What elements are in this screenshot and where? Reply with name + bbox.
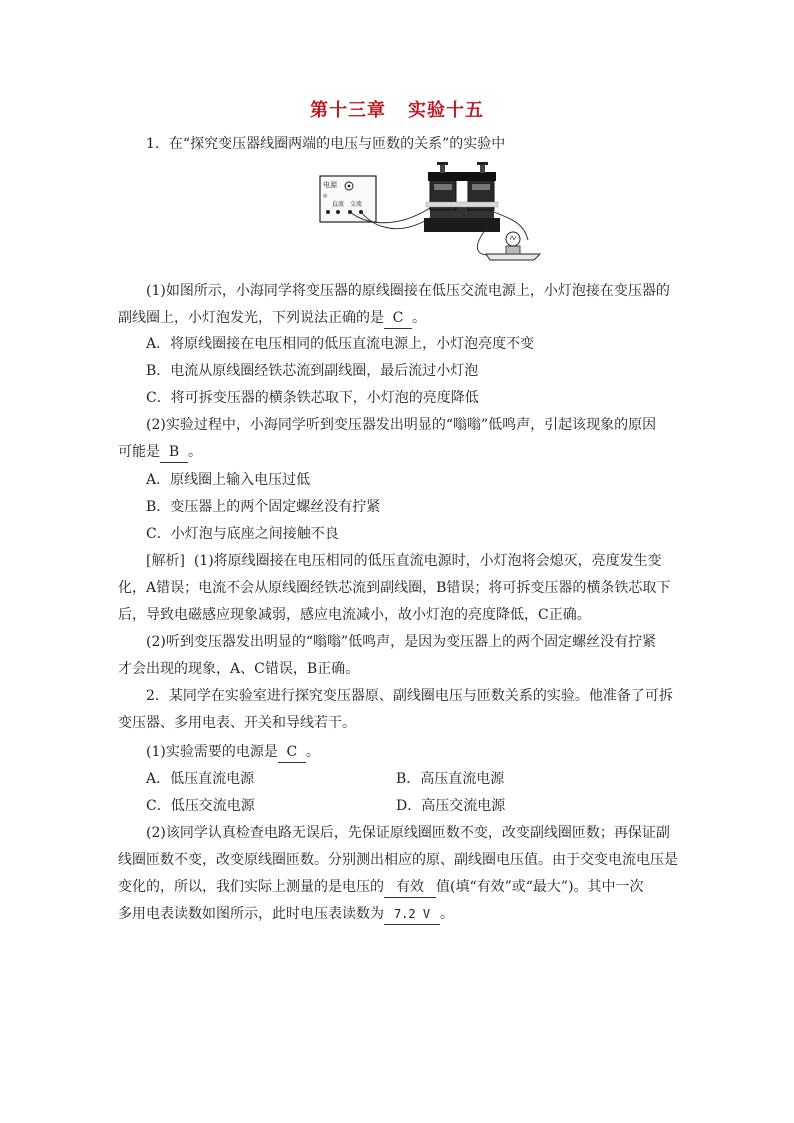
transformer-experiment-figure — [318, 162, 546, 262]
q1-part1-line2: 副线圈上，小灯泡发光，下列说法正确的是 C 。 — [118, 308, 678, 329]
chapter-label: 第十三章 — [310, 100, 386, 121]
ac-label: 交流 — [350, 201, 363, 208]
terminal-1 — [326, 210, 330, 214]
q2-part2-line3: 变化的，所以，我们实际上测量的是电压的 有效 值(填“有效”或“最大”)。其中一次 — [118, 877, 678, 898]
q1-part2-answer: B — [160, 442, 188, 463]
q1-part1-option-c: C．将可拆变压器的横条铁芯取下，小灯泡的亮度降低 — [146, 390, 479, 406]
q1-part1-answer: C — [384, 308, 412, 329]
q1-part2-option-c: C．小灯泡与底座之间接触不良 — [146, 526, 339, 542]
lamp-holder — [486, 254, 540, 260]
q2-option-c: C．低压交流电源 — [146, 798, 255, 814]
terminal-2 — [336, 210, 340, 214]
q2-part2-line2: 线圈匝数不变，改变原线圈匝数。分别测出相应的原、副线圈电压值。由于交变电流电压是 — [118, 852, 678, 868]
q1-part2-option-b: B．变压器上的两个固定螺丝没有拧紧 — [146, 499, 381, 515]
screw-left-icon — [440, 164, 445, 173]
q2-option-a: A．低压直流电源 — [146, 771, 255, 787]
analysis-line3: 后，导致电磁感应现象减弱，感应电流减小，故小灯泡的亮度降低，C正确。 — [118, 607, 591, 623]
q1-part1-option-b: B．电流从原线圈经铁芯流到副线圈，最后流过小灯泡 — [146, 363, 479, 379]
q1-stem: 1．在“探究变压器线圈两端的电压与匝数的关系”的实验中 — [146, 136, 506, 152]
power-supply-label: 电源 — [323, 181, 337, 189]
q2-stem-line1: 2．某同学在实验室进行探究变压器原、副线圈电压与匝数关系的实验。他准备了可拆 — [146, 688, 673, 704]
q1-part2-line2: 可能是 B 。 — [118, 442, 678, 463]
q2-option-d: D．高压交流电源 — [396, 798, 506, 814]
q2-options-row2 — [146, 796, 678, 816]
analysis-line5: 才会出现的现象，A、C错误，B正确。 — [118, 661, 360, 677]
page-title — [0, 96, 794, 122]
analysis-line1: [解析] (1)将原线圈接在电压相同的低压直流电源时，小灯泡将会熄灭，亮度发生变 — [146, 553, 662, 569]
q2-part1: (1)实验需要的电源是 C 。 — [146, 742, 678, 763]
q2-options-row1 — [146, 769, 678, 789]
q1-part1-option-a: A．将原线圈接在电压相同的低压直流电源上，小灯泡亮度不变 — [146, 336, 535, 352]
experiment-label: 实验十五 — [408, 100, 484, 121]
dc-label: 直流 — [332, 201, 345, 208]
analysis-tag: [解析] — [146, 553, 185, 569]
q1-part1-line1: (1)如图所示，小海同学将变压器的原线圈接在低压交流电源上，小灯泡接在变压器的 — [146, 283, 670, 299]
analysis-line2: 化，A错误；电流不会从原线圈经铁芯流到副线圈，B错误；将可拆变压器的横条铁芯取下 — [118, 580, 671, 596]
transformer-yoke — [428, 172, 496, 181]
q2-part2-line4: 多用电表读数如图所示，此时电压表读数为 7.2 V 。 — [118, 904, 678, 925]
q2-stem-line2: 变压器、多用电表、开关和导线若干。 — [118, 715, 356, 731]
q1-part2-line1: (2)实验过程中，小海同学听到变压器发出明显的“嗡嗡”低鸣声，引起该现象的原因 — [146, 417, 657, 433]
analysis-line4: (2)听到变压器发出明显的“嗡嗡”低鸣声，是因为变压器上的两个固定螺丝没有拧紧 — [146, 634, 657, 650]
q2-part2-line1: (2)该同学认真检查电路无误后，先保证原线圈匝数不变，改变副线圈匝数；再保证副 — [146, 825, 670, 841]
q2-option-b: B．高压直流电源 — [396, 771, 505, 787]
bulb-icon — [506, 232, 520, 246]
screw-right-icon — [480, 164, 485, 173]
svg-text:◎: ◎ — [323, 193, 328, 199]
q2-part1-answer: C — [278, 742, 306, 763]
q2-part2-answer-reading: 7.2 V — [384, 904, 440, 925]
q1-part2-option-a: A．原线圈上输入电压过低 — [146, 472, 311, 488]
q2-part2-answer-effective: 有效 — [384, 877, 436, 898]
